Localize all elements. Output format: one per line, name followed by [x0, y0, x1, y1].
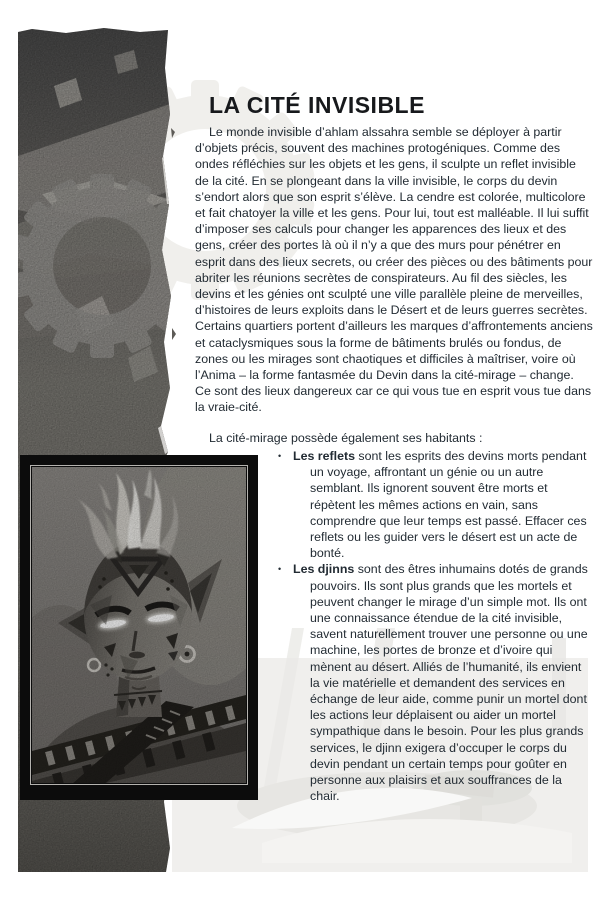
- inhabitants-lead-paragraph: La cité-mirage possède également ses habitants :: [209, 431, 483, 445]
- reflets-term: Les reflets: [293, 449, 355, 463]
- bullet-icon: •: [278, 451, 282, 461]
- djinn-portrait-art: [20, 455, 258, 800]
- inhabitants-list: [278, 448, 594, 804]
- djinns-text: sont des êtres inhumains dotés de grands pouvoirs. Ils sont plus grands que les mortels et peuvent changer le mirage d’un simple mot. Ils ont une connaissance étendue de la cité invisible, savent naturellement trouver une personne ou une machine, les portes de bronze et d’ivoire qui mènent au désert. Alliés de l’humanité, ils envient la vie matérielle et demandent des services en échange de leur aide, comme punir un mortel dont les actions leur déplaisent ou aider un mortel sympathique dans le besoin. Pour les plus grands services, le djinn exigera d’occuper le corps du devin pendant un certain temps pour goûter en personne aux plaisirs et aux souffrances de la chair.: [310, 562, 588, 804]
- djinn-portrait: [20, 455, 258, 800]
- page-title: LA CITÉ INVISIBLE: [209, 92, 425, 118]
- list-item-djinns: [278, 561, 594, 804]
- djinns-term: Les djinns: [293, 562, 355, 577]
- bullet-icon: •: [278, 564, 282, 575]
- list-item-reflets: [278, 448, 594, 561]
- intro-paragraph: Le monde invisible d’ahlam alssahra semble se déployer à partir d’objets précis, souvent des machines protogéniques. Comme des ondes réfléchies sur les objets et les gens, il sculpte un reflet invisible de la cité. En se plongeant dans la ville invisible, le corps du devin s’endort alors que son esprit s’élève. La cendre est colorée, multicolore et fait chatoyer la ville et les gens. Pour lui, tout est malléable. Il lui suffit d’imposer ses calculs pour changer les apparences des lieux et des gens, créer des portes là où il n’y a que des murs pour pénétrer en esprit dans des lieux secrets, ou créer des pièces ou des bâtiments pour abriter les réunions secrètes de conspirateurs. Au fil des siècles, les devins et les génies ont sculpté une ville parallèle pleine de merveilles, d’histoires de leurs exploits dans le Désert et de leurs guerres secrètes. Certains quartiers portent d’ailleurs les marques d’affrontements anciens et cataclysmiques sous la forme de bâtiments brulés ou fondus, de zones ou les mirages sont chaotiques et difficiles à maîtriser, voire où l’Anima – la forme fantasmée du Devin dans la cité-mirage – change. Ce sont des lieux dangereux car ce qui vous tue en esprit vous tue dans la vraie-cité.: [195, 125, 593, 415]
- reflets-text: sont les esprits des devins morts pendant un voyage, affrontant un génie ou un autre semblant. Ils ignorent souvent être morts et répètent les mêmes actions en vain, sans comprendre que leur temps est passé. Effacer ces reflets ou les guider vers le désert est un acte de bonté.: [310, 449, 587, 561]
